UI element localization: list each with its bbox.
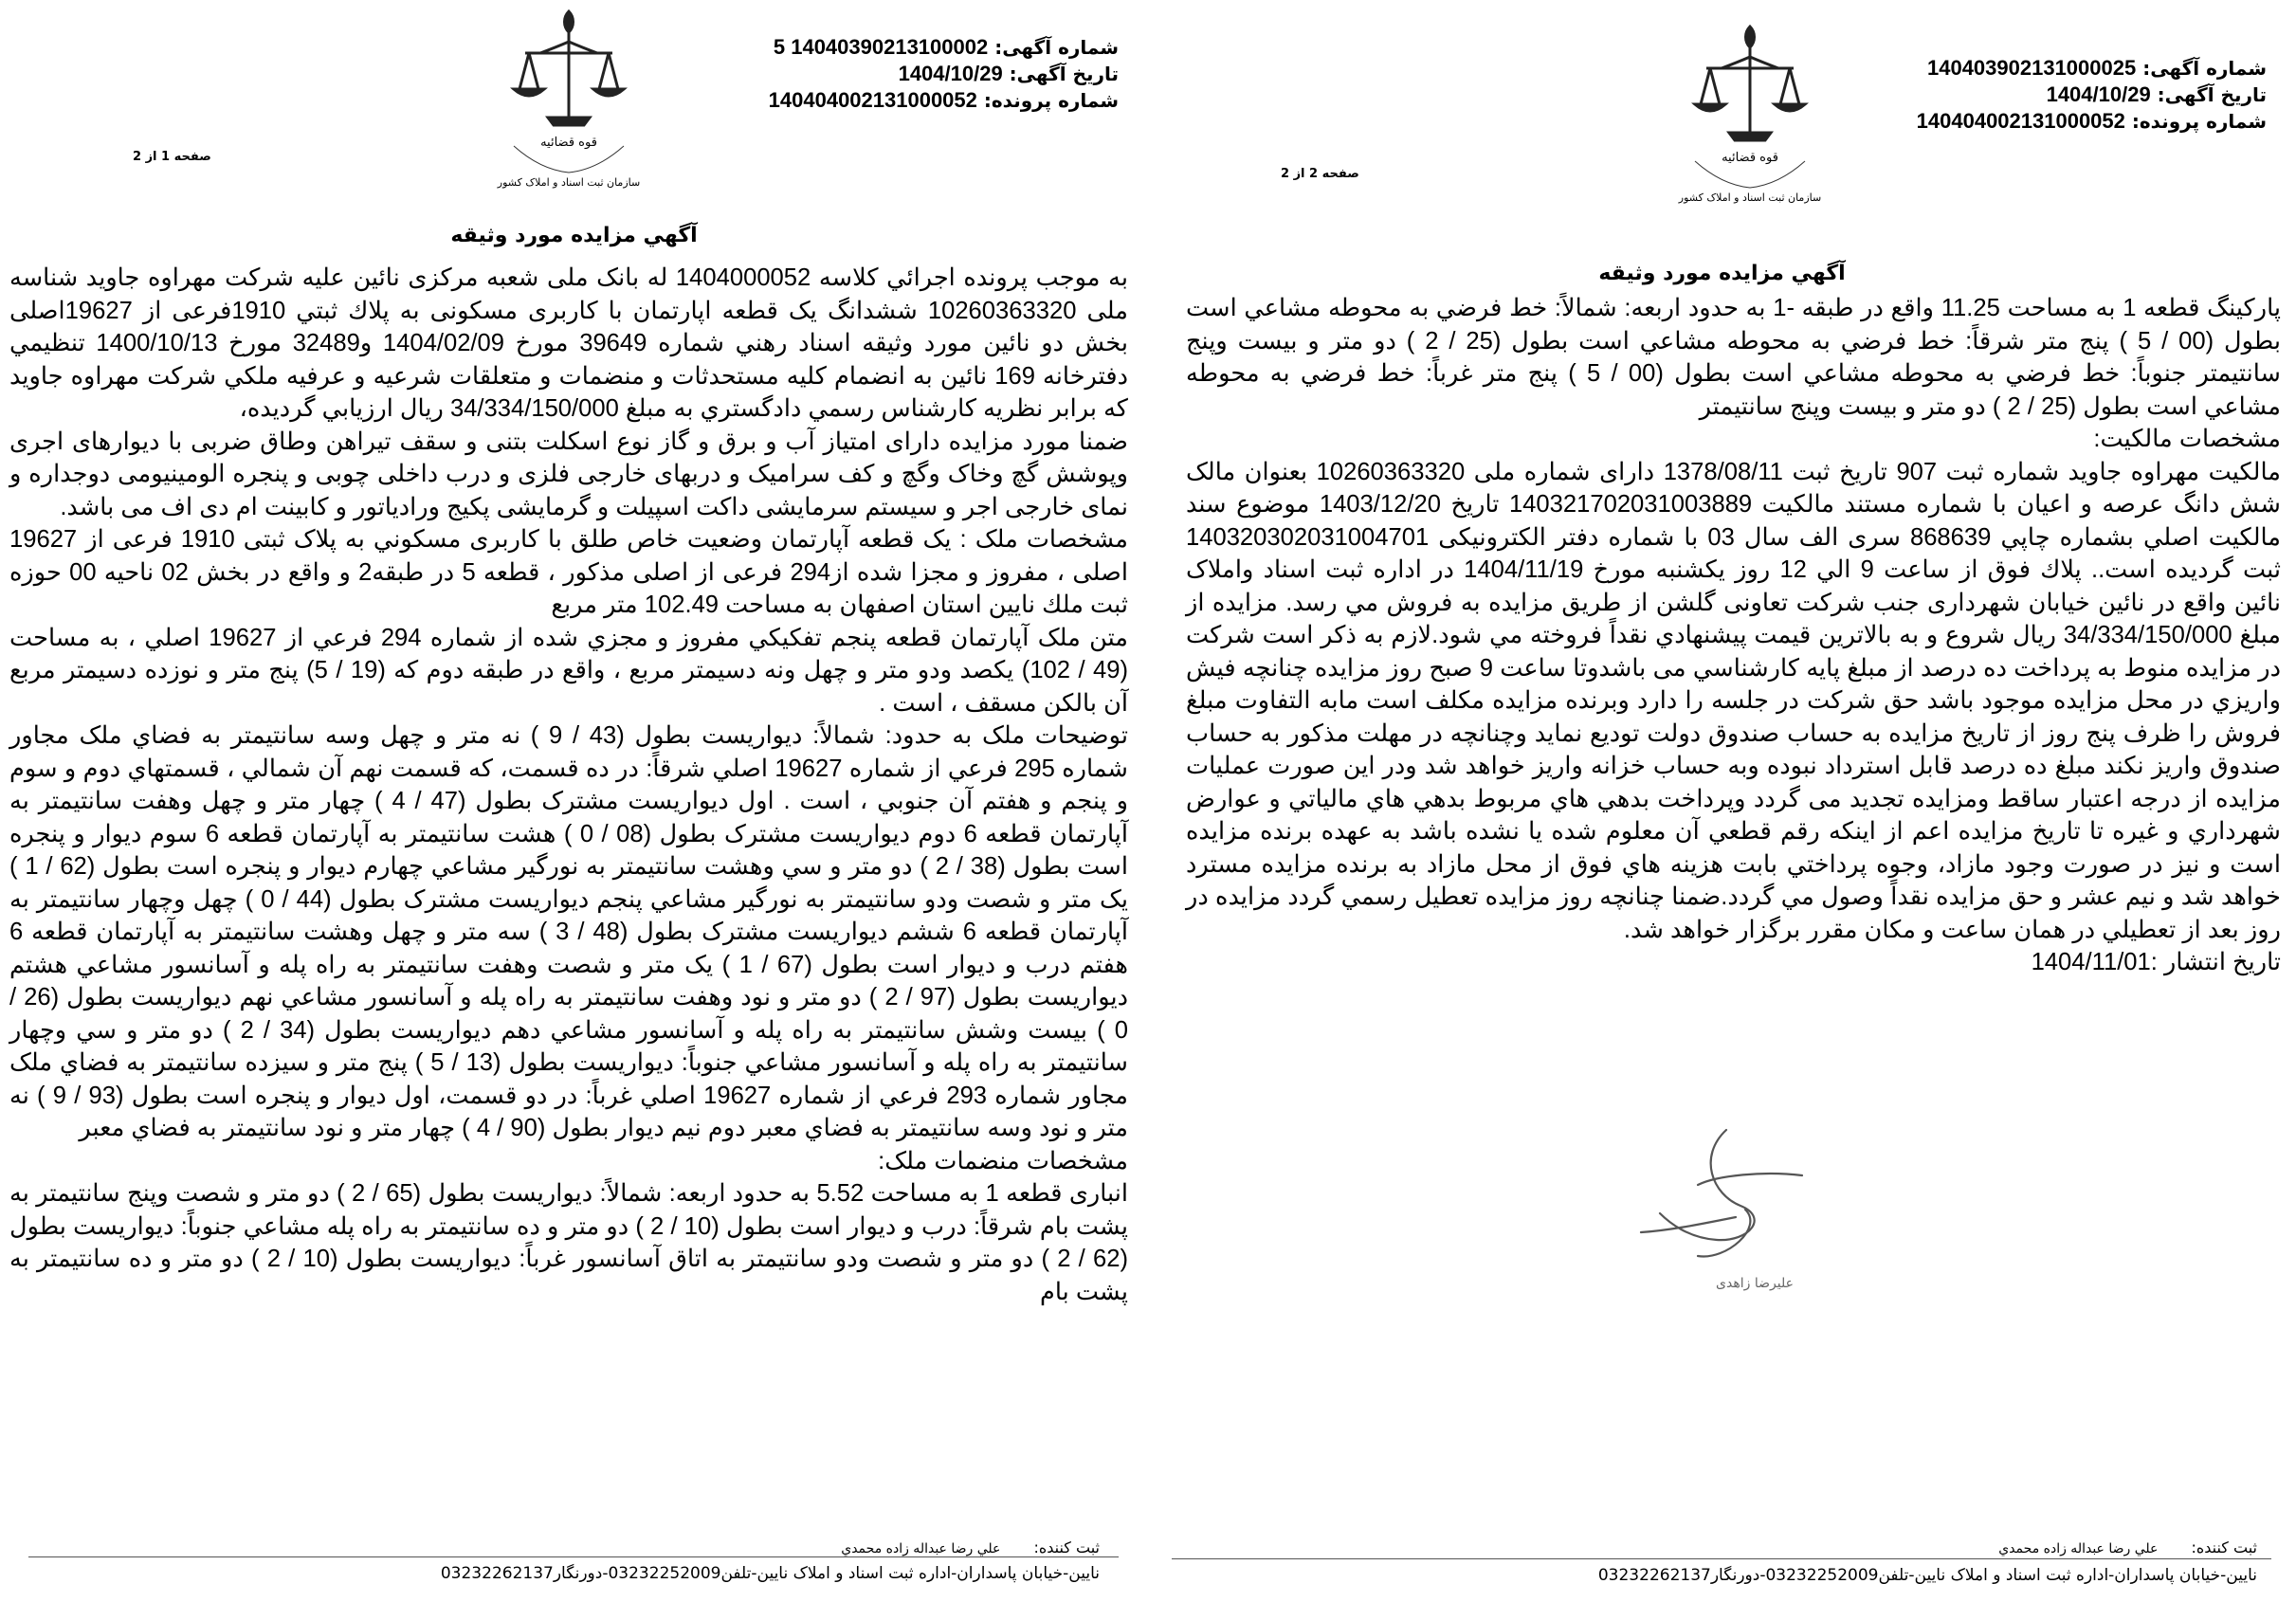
case-number-row xyxy=(720,87,1119,114)
ad-date-row xyxy=(1868,82,2267,108)
ad-meta xyxy=(1868,55,2267,135)
body-text xyxy=(1186,292,2281,979)
judiciary-emblem-icon xyxy=(493,4,645,193)
case-number-label: شماره پرونده: xyxy=(2131,110,2267,133)
signer xyxy=(1499,1538,2257,1556)
ad-date-label: تاریخ آگهی: xyxy=(2157,83,2267,106)
body-text xyxy=(9,262,1128,1308)
ad-date: 1404/10/29 xyxy=(2046,82,2151,106)
signer-label: ثبت كننده: xyxy=(2191,1538,2257,1556)
paragraph: پارکینگ قطعه 1 به مساحت 11.25 واقع در طبقه -1 به حدود اربعه: شمالاً: خط فرضي به محوطه مشاعي است بطول (00 / 5 ) پنج متر شرقاً: خط فرضي به محوطه مشاعي است بطول (25 / 2 ) دو متر و بيست وپنج سانتيمتر جنوباً: خط فرضي به محوطه مشاعي است بطول (00 / 5 ) پنج متر غرباً: خط فرضي به محوطه مشاعي است بطول (25 / 2 ) دو متر و بيست وپنج سانتيمتر xyxy=(1186,295,2282,420)
ad-number-label: شماره آگهی: xyxy=(994,36,1119,59)
paragraph: مالکیت مهراوه جاوید شماره ثبت 907 تاریخ ثبت 1378/08/11 دارای شماره ملی 10260363320 بعنوان مالک شش دانگ عرصه و اعیان با شماره مستند مالکیت 140321702031003889 تاریخ 1403/12/20 موضوع سند مالکیت اصلي بشماره چاپي 868639 سری الف سال 03 با شماره دفتر الکترونیکی 140320302031004701 ثبت گرديده است.. پلاك فوق از ساعت 9 الي 12 روز يكشنبه مورخ 1404/11/19 در اداره ثبت اسناد واملاک نائین واقع در نائین خیابان شهرداری جنب شرکت تعاونی گلشن از طريق مزايده به فروش مي رسد. مزايده از مبلغ 34/334/150/000 ريال شروع و به بالاترين قيمت پيشنهادي نقداً فروخته مي شود.لازم به ذكر است شركت در مزايده منوط به پرداخت ده درصد از مبلغ پايه كارشناسي مى باشدوتا ساعت 9 صبح روز مزايده چنانچه فيش واريزي در محل مزايده موجود باشد حق شركت در جلسه را دارد وبرنده مزايده مكلف است مابه التفاوت مبلغ فروش را ظرف پنج روز از تاريخ مزايده به حساب صندوق دولت توديع نمايد وچنانچه در مهلت مذكور به حساب صندوق واريز نكند مبلغ ده درصد قابل استرداد نبوده وبه حساب خزانه واريز خواهد شد ودر اين صورت عمليات مزايده از درجه اعتبار ساقط ومزايده تجديد مى گردد وپرداخت بدهي هاي مربوط بدهي هاي مالياتي و عوارض شهرداري و غيره تا تاريخ مزايده اعم از اينكه رقم قطعي آن معلوم شده يا نشده باشد به عهده برنده مزايده است و نيز در صورت وجود مازاد، وجوه پرداختي بابت هزينه هاي فوق از محل مازاد به برنده مزايده مسترد خواهد شد و نيم عشر و حق مزايده نقداً وصول مي گردد.ضمنا چنانچه روز مزايده تعطيل رسمي گردد مزايده در روز بعد از تعطيلي در همان ساعت و مكان مقرر برگزار خواهد شد. xyxy=(1186,458,2282,943)
signer-name: علي رضا عبداله زاده محمدي xyxy=(841,1541,1001,1556)
judiciary-emblem-icon xyxy=(1674,19,1826,209)
signer-label: ثبت كننده: xyxy=(1033,1538,1100,1556)
ad-date-label: تاریخ آگهی: xyxy=(1009,63,1119,85)
case-number: 140404002131000052 xyxy=(1916,109,2125,133)
page-title: آگهي مزايده مورد وثيقه xyxy=(1598,262,1846,285)
page-number: صفحه 2 از 2 xyxy=(1281,167,1359,181)
page-2 xyxy=(1148,0,2296,1620)
paragraph: مشخصات مالکیت: xyxy=(2093,426,2281,452)
ad-number: 140403902131000025 xyxy=(1926,56,2137,80)
footer-address: نایین-خیابان پاسداران-اداره ثبت اسناد و املاک نایین-تلفن03232252009-دورنگار03232262137 xyxy=(1597,1566,2257,1585)
paragraph: ضمنا مورد مزایده دارای امتیاز آب و برق و گاز نوع اسکلت بتنی و سقف تیراهن وطاق ضربی با دیوارهای اجری وپوشش گچ وخاک وگچ و کف سرامیک و دربهای خارجی فلزی و درب داخلی چوبی و پنجره الومینیومی دوجداره و نمای خارجی اجر و سیستم سرمایشی داکت اسپیلت و گرمایشی پکیج ورادیاتور و کابینت ام دی اف می باشد. xyxy=(9,428,1128,520)
case-number-label: شماره پرونده: xyxy=(983,89,1119,112)
signer-name: علي رضا عبداله زاده محمدي xyxy=(1998,1541,2159,1556)
ad-number-row xyxy=(720,34,1119,61)
paragraph: مشخصات منضمات ملک: xyxy=(878,1147,1128,1174)
ad-meta xyxy=(720,34,1119,114)
emblem-caption-bottom: سازمان ثبت اسناد و املاک کشور xyxy=(497,176,641,189)
page-title: آگهي مزايده مورد وثيقه xyxy=(450,224,698,247)
emblem-caption-top: قوه قضائیه xyxy=(540,136,597,150)
emblem-caption-top: قوه قضائیه xyxy=(1722,151,1778,165)
paragraph: تاريخ انتشار :1404/11/01 xyxy=(2031,949,2281,975)
case-number: 140404002131000052 xyxy=(768,88,977,112)
ad-date-row xyxy=(720,61,1119,87)
paragraph: مشخصات ملک : یک قطعه آپارتمان وضعیت خاص طلق با کاربری مسکوني به پلاک ثبتی 1910 فرعی از 19627 اصلی ، مفروز و مجزا شده از294 فرعی از اصلی مذکور ، قطعه 5 در طبقه2 و واقع در بخش 02 ناحیه 00 حوزه ثبت ملك نايين استان اصفهان به مساحت 102.49 متر مربع xyxy=(9,526,1128,618)
footer-divider xyxy=(1172,1558,2271,1559)
signature-text: علیرضا زاهدی xyxy=(1716,1276,1794,1291)
ad-number: 14040390213100002 5 xyxy=(773,35,989,59)
footer-divider xyxy=(28,1556,1119,1557)
paragraph: متن ملک آپارتمان قطعه پنجم تفکیکي مفروز و مجزي شده از شماره 294 فرعي از 19627 اصلي ، به مساحت (49 / 102) يکصد ودو متر و چهل ونه دسيمتر مربع ، واقع در طبقه دوم که (19 / 5) پنج متر و نوزده دسيمتر مربع آن بالکن مسقف ، است . xyxy=(9,624,1129,717)
paragraph: به موجب پرونده اجرائي كلاسه 1404000052 له بانک ملی شعبه مرکزی نائین علیه شرکت مهراوه جاوید شناسه ملی 10260363320 ششدانگ یک قطعه اپارتمان با کاربری مسکونی به پلاك ثبتي 1910فرعی از 19627اصلی بخش دو نائین مورد وثیقه اسناد رهني شماره 39649 مورخ 1404/02/09 و32489 مورخ 1400/10/13 تنظيمي دفترخانه 169 نائین به انضمام كليه مستحدثات و منضمات و متعلقات شرعيه و عرفيه ملكي شرکت مهراوه جاوید كه برابر نظريه كارشناس رسمي دادگستري به مبلغ 34/334/150/000 ريال ارزيابي گرديده، xyxy=(9,264,1128,422)
ad-date: 1404/10/29 xyxy=(898,62,1003,85)
paragraph: انباری قطعه 1 به مساحت 5.52 به حدود اربعه: شمالاً: ديواريست بطول (65 / 2 ) دو متر و شصت وپنج سانتيمتر به پشت بام شرقاً: درب و ديوار است بطول (10 / 2 ) دو متر و ده سانتيمتر به راه پله مشاعي جنوباً: ديواريست بطول (62 / 2 ) دو متر و شصت ودو سانتيمتر به اتاق آسانسور غرباً: ديواريست بطول (10 / 2 ) دو متر و ده سانتيمتر به پشت بام xyxy=(9,1180,1128,1305)
footer-address: نایین-خیابان پاسداران-اداره ثبت اسناد و املاک نایین-تلفن03232252009-دورنگار03232262137 xyxy=(440,1564,1100,1583)
signer xyxy=(351,1538,1100,1556)
ad-number-label: شماره آگهی: xyxy=(2142,57,2267,80)
case-number-row xyxy=(1868,108,2267,135)
ad-number-row xyxy=(1868,55,2267,82)
paragraph: توضيحات ملک به حدود: شمالاً: ديواريست بطول (43 / 9 ) نه متر و چهل وسه سانتيمتر به فضاي ملک مجاور شماره 295 فرعي از شماره 19627 اصلي شرقاً: در ده قسمت، که قسمت نهم آن شمالي ، قسمتهاي دوم و سوم و پنجم و هفتم آن جنوبي ، است . اول ديواريست مشترک بطول (47 / 4 ) چهار متر و چهل وهفت سانتيمتر به آپارتمان قطعه 6 دوم ديواريست مشترک بطول (08 / 0 ) هشت سانتيمتر به آپارتمان قطعه 6 سوم ديوار و پنجره است بطول (38 / 2 ) دو متر و سي وهشت سانتيمتر به نورگير مشاعي چهارم ديوار و پنجره است بطول (62 / 1 ) يک متر و شصت ودو سانتيمتر به نورگير مشاعي پنجم ديواريست مشترک بطول (44 / 0 ) چهل وچهار سانتيمتر به آپارتمان قطعه 6 ششم ديواريست مشترک بطول (48 / 3 ) سه متر و چهل وهشت سانتيمتر به آپارتمان قطعه 6 هفتم درب و ديوار است بطول (67 / 1 ) يک متر و شصت وهفت سانتيمتر به راه پله و آسانسور مشاعي هشتم ديواريست بطول (97 / 2 ) دو متر و نود وهفت سانتيمتر به راه پله و آسانسور مشاعي نهم ديواريست بطول (26 / 0 ) بيست وشش سانتيمتر به راه پله و آسانسور مشاعي دهم ديواريست بطول (34 / 2 ) دو متر و سي وچهار سانتيمتر به راه پله و آسانسور مشاعي جنوباً: ديواريست بطول (13 / 5 ) پنج متر و سيزده سانتيمتر به فضاي ملک مجاور شماره 293 فرعي از شماره 19627 اصلي غرباً: در دو قسمت، اول ديوار و پنجره است بطول (93 / 9 ) نه متر و نود وسه سانتيمتر به فضاي معبر دوم نيم ديوار بطول (90 / 4 ) چهار متر و نود سانتيمتر به فضاي معبر xyxy=(9,722,1129,1141)
signature-icon xyxy=(1584,1119,1859,1299)
emblem-caption-bottom: سازمان ثبت اسناد و املاک کشور xyxy=(1678,191,1822,204)
page-number: صفحه 1 از 2 xyxy=(133,150,211,164)
